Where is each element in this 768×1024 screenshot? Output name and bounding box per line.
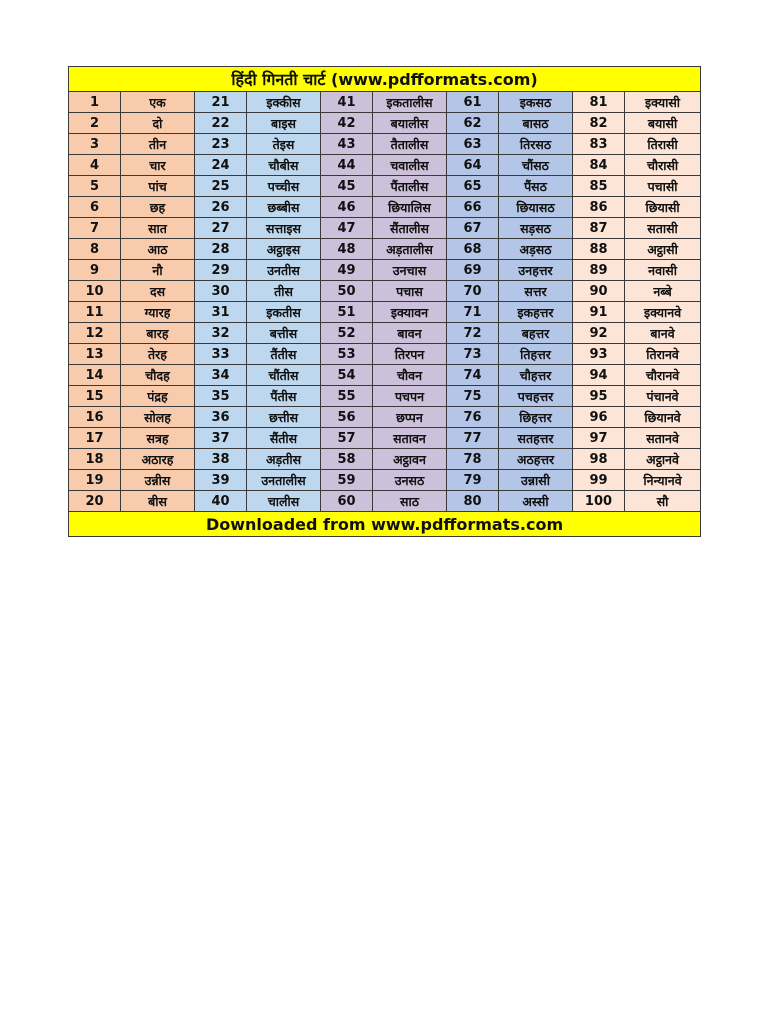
number-cell: 11 bbox=[69, 302, 121, 323]
hindi-word-cell: छियासी bbox=[625, 197, 701, 218]
download-footer: Downloaded from www.pdfformats.com bbox=[69, 512, 701, 537]
table-row bbox=[69, 260, 701, 281]
number-cell: 43 bbox=[321, 134, 373, 155]
hindi-word-cell: तिरासी bbox=[625, 134, 701, 155]
number-cell: 8 bbox=[69, 239, 121, 260]
number-cell: 76 bbox=[447, 407, 499, 428]
number-cell: 29 bbox=[195, 260, 247, 281]
number-cell: 58 bbox=[321, 449, 373, 470]
number-cell: 83 bbox=[573, 134, 625, 155]
hindi-word-cell: अस्सी bbox=[499, 491, 573, 512]
number-cell: 90 bbox=[573, 281, 625, 302]
hindi-word-cell: चालीस bbox=[247, 491, 321, 512]
number-cell: 64 bbox=[447, 155, 499, 176]
hindi-word-cell: तिहत्तर bbox=[499, 344, 573, 365]
hindi-word-cell: साठ bbox=[373, 491, 447, 512]
number-cell: 46 bbox=[321, 197, 373, 218]
number-cell: 74 bbox=[447, 365, 499, 386]
number-cell: 18 bbox=[69, 449, 121, 470]
number-cell: 69 bbox=[447, 260, 499, 281]
hindi-word-cell: बानवे bbox=[625, 323, 701, 344]
table-row bbox=[69, 344, 701, 365]
table-row bbox=[69, 428, 701, 449]
number-cell: 81 bbox=[573, 92, 625, 113]
chart-title: हिंदी गिनती चार्ट (www.pdfformats.com) bbox=[69, 67, 701, 92]
hindi-word-cell: उनचास bbox=[373, 260, 447, 281]
table-row bbox=[69, 470, 701, 491]
hindi-word-cell: इकतालीस bbox=[373, 92, 447, 113]
number-cell: 84 bbox=[573, 155, 625, 176]
hindi-word-cell: तीन bbox=[121, 134, 195, 155]
number-cell: 51 bbox=[321, 302, 373, 323]
number-cell: 34 bbox=[195, 365, 247, 386]
table-row bbox=[69, 386, 701, 407]
number-cell: 55 bbox=[321, 386, 373, 407]
number-cell: 62 bbox=[447, 113, 499, 134]
hindi-word-cell: सड़सठ bbox=[499, 218, 573, 239]
number-cell: 22 bbox=[195, 113, 247, 134]
hindi-word-cell: बत्तीस bbox=[247, 323, 321, 344]
hindi-word-cell: तैंतीस bbox=[247, 344, 321, 365]
number-cell: 41 bbox=[321, 92, 373, 113]
hindi-word-cell: सतानवे bbox=[625, 428, 701, 449]
number-cell: 17 bbox=[69, 428, 121, 449]
number-cell: 50 bbox=[321, 281, 373, 302]
number-cell: 10 bbox=[69, 281, 121, 302]
number-cell: 35 bbox=[195, 386, 247, 407]
number-cell: 56 bbox=[321, 407, 373, 428]
hindi-word-cell: बहत्तर bbox=[499, 323, 573, 344]
hindi-word-cell: तीस bbox=[247, 281, 321, 302]
number-cell: 4 bbox=[69, 155, 121, 176]
number-cell: 45 bbox=[321, 176, 373, 197]
hindi-word-cell: अट्ठानवे bbox=[625, 449, 701, 470]
hindi-word-cell: चौरासी bbox=[625, 155, 701, 176]
hindi-word-cell: बयालीस bbox=[373, 113, 447, 134]
number-cell: 91 bbox=[573, 302, 625, 323]
hindi-word-cell: चौदह bbox=[121, 365, 195, 386]
hindi-word-cell: छत्तीस bbox=[247, 407, 321, 428]
hindi-word-cell: चौबीस bbox=[247, 155, 321, 176]
hindi-word-cell: दो bbox=[121, 113, 195, 134]
title-row bbox=[69, 67, 701, 92]
hindi-word-cell: पंद्रह bbox=[121, 386, 195, 407]
number-cell: 88 bbox=[573, 239, 625, 260]
hindi-word-cell: उन्नासी bbox=[499, 470, 573, 491]
hindi-word-cell: सौ bbox=[625, 491, 701, 512]
number-cell: 67 bbox=[447, 218, 499, 239]
hindi-word-cell: तैतालीस bbox=[373, 134, 447, 155]
number-cell: 92 bbox=[573, 323, 625, 344]
hindi-word-cell: अड़सठ bbox=[499, 239, 573, 260]
number-cell: 2 bbox=[69, 113, 121, 134]
hindi-counting-chart bbox=[68, 66, 701, 537]
hindi-word-cell: पचहत्तर bbox=[499, 386, 573, 407]
hindi-word-cell: पचासी bbox=[625, 176, 701, 197]
number-cell: 49 bbox=[321, 260, 373, 281]
number-cell: 65 bbox=[447, 176, 499, 197]
number-cell: 72 bbox=[447, 323, 499, 344]
hindi-word-cell: उनहत्तर bbox=[499, 260, 573, 281]
number-cell: 61 bbox=[447, 92, 499, 113]
hindi-word-cell: एक bbox=[121, 92, 195, 113]
number-cell: 68 bbox=[447, 239, 499, 260]
hindi-word-cell: चवालीस bbox=[373, 155, 447, 176]
hindi-word-cell: इक्यानवे bbox=[625, 302, 701, 323]
number-cell: 60 bbox=[321, 491, 373, 512]
number-cell: 28 bbox=[195, 239, 247, 260]
number-cell: 30 bbox=[195, 281, 247, 302]
number-cell: 3 bbox=[69, 134, 121, 155]
number-cell: 15 bbox=[69, 386, 121, 407]
hindi-word-cell: पच्चीस bbox=[247, 176, 321, 197]
number-cell: 20 bbox=[69, 491, 121, 512]
hindi-word-cell: छब्बीस bbox=[247, 197, 321, 218]
number-cell: 6 bbox=[69, 197, 121, 218]
table-row bbox=[69, 218, 701, 239]
hindi-word-cell: उनतालीस bbox=[247, 470, 321, 491]
number-cell: 36 bbox=[195, 407, 247, 428]
number-cell: 79 bbox=[447, 470, 499, 491]
hindi-word-cell: चौवन bbox=[373, 365, 447, 386]
number-cell: 82 bbox=[573, 113, 625, 134]
hindi-word-cell: सोलह bbox=[121, 407, 195, 428]
table-row bbox=[69, 365, 701, 386]
hindi-word-cell: सतासी bbox=[625, 218, 701, 239]
hindi-word-cell: अठहत्तर bbox=[499, 449, 573, 470]
hindi-word-cell: चार bbox=[121, 155, 195, 176]
number-cell: 32 bbox=[195, 323, 247, 344]
number-cell: 23 bbox=[195, 134, 247, 155]
number-cell: 93 bbox=[573, 344, 625, 365]
number-cell: 73 bbox=[447, 344, 499, 365]
hindi-word-cell: अट्ठासी bbox=[625, 239, 701, 260]
hindi-word-cell: छियासठ bbox=[499, 197, 573, 218]
hindi-word-cell: तिरानवे bbox=[625, 344, 701, 365]
hindi-word-cell: उनसठ bbox=[373, 470, 447, 491]
hindi-word-cell: अट्ठावन bbox=[373, 449, 447, 470]
hindi-word-cell: पैंसठ bbox=[499, 176, 573, 197]
hindi-word-cell: सत्तर bbox=[499, 281, 573, 302]
hindi-word-cell: इकसठ bbox=[499, 92, 573, 113]
number-cell: 5 bbox=[69, 176, 121, 197]
table-row bbox=[69, 323, 701, 344]
number-cell: 27 bbox=[195, 218, 247, 239]
hindi-word-cell: इकतीस bbox=[247, 302, 321, 323]
number-cell: 70 bbox=[447, 281, 499, 302]
hindi-word-cell: छह bbox=[121, 197, 195, 218]
hindi-word-cell: पैंतीस bbox=[247, 386, 321, 407]
number-cell: 21 bbox=[195, 92, 247, 113]
hindi-word-cell: सात bbox=[121, 218, 195, 239]
number-cell: 71 bbox=[447, 302, 499, 323]
hindi-word-cell: छप्पन bbox=[373, 407, 447, 428]
hindi-word-cell: उन्नीस bbox=[121, 470, 195, 491]
table-row bbox=[69, 281, 701, 302]
hindi-word-cell: तेइस bbox=[247, 134, 321, 155]
hindi-word-cell: छियालिस bbox=[373, 197, 447, 218]
number-cell: 95 bbox=[573, 386, 625, 407]
number-cell: 86 bbox=[573, 197, 625, 218]
table-row bbox=[69, 449, 701, 470]
number-cell: 40 bbox=[195, 491, 247, 512]
number-cell: 48 bbox=[321, 239, 373, 260]
number-cell: 57 bbox=[321, 428, 373, 449]
hindi-word-cell: पंचानवे bbox=[625, 386, 701, 407]
number-cell: 63 bbox=[447, 134, 499, 155]
hindi-word-cell: आठ bbox=[121, 239, 195, 260]
hindi-word-cell: बयासी bbox=[625, 113, 701, 134]
number-cell: 33 bbox=[195, 344, 247, 365]
number-cell: 25 bbox=[195, 176, 247, 197]
number-cell: 54 bbox=[321, 365, 373, 386]
hindi-word-cell: सतावन bbox=[373, 428, 447, 449]
hindi-word-cell: बाइस bbox=[247, 113, 321, 134]
hindi-word-cell: अठारह bbox=[121, 449, 195, 470]
hindi-word-cell: सतहत्तर bbox=[499, 428, 573, 449]
number-cell: 42 bbox=[321, 113, 373, 134]
hindi-word-cell: नौ bbox=[121, 260, 195, 281]
number-cell: 13 bbox=[69, 344, 121, 365]
number-cell: 100 bbox=[573, 491, 625, 512]
hindi-word-cell: नवासी bbox=[625, 260, 701, 281]
hindi-word-cell: चौहत्तर bbox=[499, 365, 573, 386]
hindi-word-cell: सैंतीस bbox=[247, 428, 321, 449]
table-row bbox=[69, 92, 701, 113]
hindi-word-cell: उनतीस bbox=[247, 260, 321, 281]
number-cell: 37 bbox=[195, 428, 247, 449]
number-cell: 87 bbox=[573, 218, 625, 239]
hindi-word-cell: तिरसठ bbox=[499, 134, 573, 155]
number-cell: 31 bbox=[195, 302, 247, 323]
hindi-word-cell: अड़तीस bbox=[247, 449, 321, 470]
hindi-word-cell: बारह bbox=[121, 323, 195, 344]
number-cell: 66 bbox=[447, 197, 499, 218]
hindi-word-cell: पचास bbox=[373, 281, 447, 302]
number-cell: 80 bbox=[447, 491, 499, 512]
number-cell: 98 bbox=[573, 449, 625, 470]
hindi-word-cell: बासठ bbox=[499, 113, 573, 134]
hindi-word-cell: इक्यासी bbox=[625, 92, 701, 113]
hindi-word-cell: चौरानवे bbox=[625, 365, 701, 386]
number-cell: 78 bbox=[447, 449, 499, 470]
number-cell: 26 bbox=[195, 197, 247, 218]
number-cell: 52 bbox=[321, 323, 373, 344]
number-cell: 9 bbox=[69, 260, 121, 281]
hindi-word-cell: छियानवे bbox=[625, 407, 701, 428]
hindi-word-cell: सत्रह bbox=[121, 428, 195, 449]
number-cell: 44 bbox=[321, 155, 373, 176]
hindi-word-cell: इक्कीस bbox=[247, 92, 321, 113]
number-cell: 53 bbox=[321, 344, 373, 365]
table-row bbox=[69, 155, 701, 176]
number-cell: 12 bbox=[69, 323, 121, 344]
hindi-word-cell: दस bbox=[121, 281, 195, 302]
number-cell: 99 bbox=[573, 470, 625, 491]
table-row bbox=[69, 239, 701, 260]
footer-row bbox=[69, 512, 701, 537]
number-cell: 94 bbox=[573, 365, 625, 386]
number-cell: 16 bbox=[69, 407, 121, 428]
hindi-word-cell: छिहत्तर bbox=[499, 407, 573, 428]
hindi-word-cell: बावन bbox=[373, 323, 447, 344]
table-row bbox=[69, 176, 701, 197]
table-row bbox=[69, 407, 701, 428]
hindi-word-cell: सत्ताइस bbox=[247, 218, 321, 239]
hindi-word-cell: तिरपन bbox=[373, 344, 447, 365]
number-cell: 75 bbox=[447, 386, 499, 407]
hindi-word-cell: चौंतीस bbox=[247, 365, 321, 386]
table-row bbox=[69, 197, 701, 218]
hindi-word-cell: तेरह bbox=[121, 344, 195, 365]
hindi-word-cell: इक्यावन bbox=[373, 302, 447, 323]
hindi-word-cell: चौंसठ bbox=[499, 155, 573, 176]
number-cell: 77 bbox=[447, 428, 499, 449]
number-cell: 97 bbox=[573, 428, 625, 449]
number-cell: 19 bbox=[69, 470, 121, 491]
hindi-word-cell: अट्ठाइस bbox=[247, 239, 321, 260]
number-cell: 1 bbox=[69, 92, 121, 113]
hindi-word-cell: निन्यानवे bbox=[625, 470, 701, 491]
hindi-word-cell: पैंतालीस bbox=[373, 176, 447, 197]
number-cell: 85 bbox=[573, 176, 625, 197]
table-row bbox=[69, 113, 701, 134]
table-row bbox=[69, 134, 701, 155]
hindi-word-cell: इकहत्तर bbox=[499, 302, 573, 323]
number-cell: 7 bbox=[69, 218, 121, 239]
number-cell: 14 bbox=[69, 365, 121, 386]
hindi-word-cell: पचपन bbox=[373, 386, 447, 407]
table-row bbox=[69, 302, 701, 323]
number-cell: 39 bbox=[195, 470, 247, 491]
number-cell: 96 bbox=[573, 407, 625, 428]
hindi-word-cell: पांच bbox=[121, 176, 195, 197]
number-cell: 38 bbox=[195, 449, 247, 470]
number-cell: 47 bbox=[321, 218, 373, 239]
number-cell: 89 bbox=[573, 260, 625, 281]
hindi-word-cell: सैंतालीस bbox=[373, 218, 447, 239]
number-cell: 24 bbox=[195, 155, 247, 176]
number-cell: 59 bbox=[321, 470, 373, 491]
table-row bbox=[69, 491, 701, 512]
hindi-word-cell: बीस bbox=[121, 491, 195, 512]
hindi-word-cell: नब्बे bbox=[625, 281, 701, 302]
hindi-word-cell: अड़तालीस bbox=[373, 239, 447, 260]
hindi-word-cell: ग्यारह bbox=[121, 302, 195, 323]
